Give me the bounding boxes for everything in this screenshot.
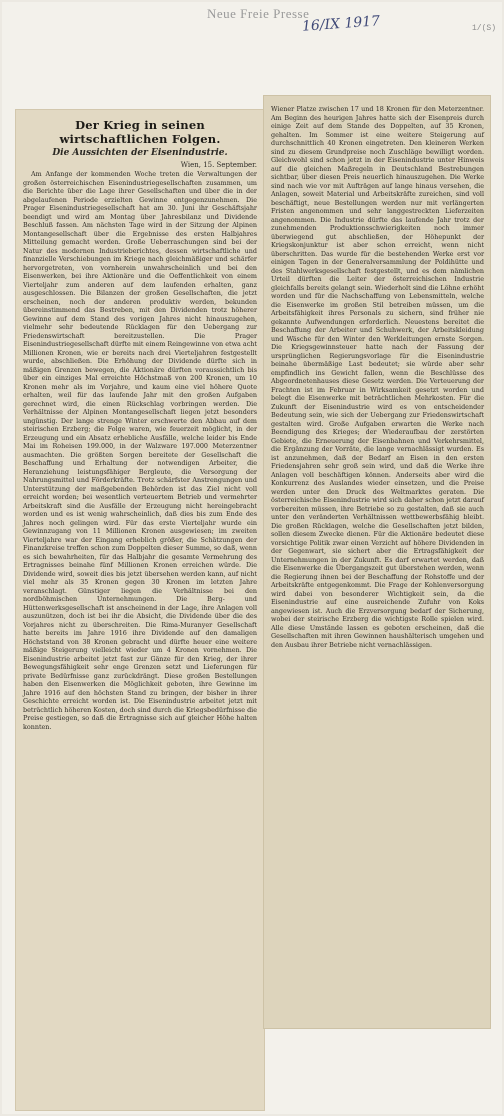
clipping-left-column <box>16 110 264 1110</box>
article-body-left: Am Anfange der kommenden Woche treten die Verwaltungen der großen österreichischen Eisenindustriegesellschaften zusammen, um die Berichte über die Lage ihrer Gesellschaften und über die in der abgelaufenen Periode erzielten Gewinne entgegenzunehmen. Die Prager Eisenindustriegesellschaft hat am 30. Juni ihr Geschäftsjahr beendigt und wird am Montag über Jahresbilanz und Dividende Beschluß fassen. Am nächsten Tage wird in der Sitzung der Alpinen Montangesellschaft über die Ergebnisse des ersten Halbjahres Mitteilung gemacht werden. Große Ueberraschungen sind bei der Natur des modernen Industrieberichtes, dessen wirtschaftliche und finanzielle Verschiebungen im Kriege nach gleichmäßiger und schärfer hervorgetreten, von vornherein unwahrscheinlich und bei den Eisenwerken, bei ihre Aktionäre und die Oeffentlichkeit von einem Vierteljahr zum anderen auf dem laufenden erhalten, ganz ausgeschlossen. Die Bilanzen der großen Gesellschaften, die jetzt erscheinen, noch der anderen produktiv werden, bekunden übereinstimmend das Bestreben, mit den Dividenden trotz höherer Gewinne auf dem Stand des vorigen Jahres nicht hinauszugehen, vielmehr sehr bedeutende Rücklagen für den Uebergang zur Friedenswirtschaft bereitzustellen. Die Prager Eisenindustriegesellschaft dürfte mit einem Reingewinne von etwa acht Millionen Kronen, wie er bereits nach drei Vierteljahren festgestellt wurde, abschließen. Die Erhöhung der Dividende dürfte sich in mäßigen Grenzen bewegen, die Aktionäre dürften voraussichtlich bis über ein einziges Mal erreichte Höchstmaß von 200 Kronen, um 10 Kronen mehr als im Vorjahre, und kaum eine viel höhere Quote erhalten, weil für das laufende Jahr mit den großen Aufgaben gerechnet wird, die einen Rückschlag vorbringen werden. Die Verhältnisse der Alpinen Montangesellschaft liegen jetzt besonders ungünstig. Der lange strenge Winter erschwerte den Abbau auf dem steirischen Erzberg; die Folge waren, wie feuerzeit möglicht, in der Erzeugung und ein Absatz erhebliche Ausfälle, welche leider bis Ende Mai im Roheisen 199.000, in der Walzware 197.000 Meterzentner ausmachten. Die größten Sorgen bereitete der Gesellschaft die Beschaffung und Erhaltung der notwendigen Arbeiter, die Heranziehung leistungsfähiger Bergleute, die Versorgung der Nahrungsmittel und Förderkräfte. Trotz schärfster Anstrengungen und Unterstützung der maßgebenden Behörden ist das Ziel nicht voll erreicht worden; bei wesentlich verteuertem Betrieb und vermehrter Arbeitskraft sind die Ausfälle der Erzeugung nicht hereingebracht worden und es ist wenig wahrscheinlich, daß dies bis zum Ende des Jahres noch gelingen wird. Für das erste Vierteljahr wurde ein Gewinnzugang von 11 Millionen Kronen ausgewiesen; im zweiten Vierteljahre war der Eingang erheblich größer, die Schätzungen der Finanzkreise treffen schon zum Doppelten dieser Summe, so daß, wenn es sich bewahrheiten, für das Halbjahr die gesamte Vermehrung des Ertragnisses beinahe fünf Millionen Kronen erreichen würde. Die Dividende wird, soweit dies bis jetzt übersehen werden kann, auf nicht viel mehr als 35 Kronen gegen 30 Kronen im letzten Jahre veranschlagt. Günstiger liegen die Verhältnisse bei den nordböhmischen Unternehmungen. Die Berg- und Hüttenwerksgesellschaft ist anscheinend in der Lage, ihre Anlagen voll auszunützen, doch ist bei ihr die Absicht, die Dividende über die des Vorjahres nicht zu überschreiten. Die Rima-Muranyer Gesellschaft hatte bereits im Jahre 1916 ihre Dividende auf den damaligen Höchststand von 38 Kronen gebracht und dürfte heuer eine weitere mäßige Steigerung vielleicht wieder um 4 Kronen vornehmen. Die Eisenindustrie arbeitet jetzt fast zur Gänze für den Krieg, der ihrer Bewegungsfähigkeit sehr enge Grenzen setzt und Lieferungen für private Bedürfnisse ganz zurückdrängt. Diese großen Bestellungen haben den Eisenwerken die Möglichkeit geboten, ihre Gewinne im Jahre 1916 auf den höchsten Stand zu bringen, der bisher in ihrer Geschichte erreicht worden ist. Die Eisenindustrie arbeitet jetzt mit beträchtlich höheren Kosten, doch sind durch die Kriegsbedürfnisse die Preise gestiegen, so daß die Ertragnisse sich auf gleicher Höhe halten konnten. <box>23 170 257 731</box>
clipping-right-column <box>264 96 490 1028</box>
archive-sheet <box>2 2 502 1114</box>
archive-mark: 1/(S) <box>471 24 496 33</box>
article-subtitle: Die Aussichten der Eisenindustrie. <box>52 148 228 158</box>
article-title: Der Krieg in seinen wirtschaftlichen Folgen. <box>59 118 221 146</box>
handwritten-date: 16/IX 1917 <box>301 13 381 35</box>
article-dateline: Wien, 15. September. <box>180 161 257 169</box>
article-body-right: Wiener Platze zwischen 17 und 18 Kronen für den Meterzentner. Am Beginn des heurigen Jahres hatte sich der Eisenpreis durch einige Zeit auf dem Stande des Doppelten, auf 35 Kronen, gehalten. Im Sommer ist eine weitere Steigerung auf durchschnittlich 40 Kronen eingetreten. Den kleineren Werken sind zu diesem Grundpreise noch Zuschläge bewilligt worden. Gleichwohl sind schon jetzt in der Eisenindustrie unter Hinweis auf die gleichen Maßregeln in Deutschland Bestrebungen sichtbar, über diesen Preis neuerlich hinauszugehen. Die Werke sind nach wie vor mit Aufträgen auf lange hinaus versehen, die Anlagen, soweit Material und Arbeitskräfte zureichen, sind voll beschäftigt, neue Bestellungen werden nur mit verlängerten Fristen angenommen und sehr langgestreckten Lieferzeiten angenommen. Die Industrie dürfte das laufende Jahr trotz der zunehmenden Produktionsschwierigkeiten noch immer überwiegend gut abschließen, der Höhepunkt der Kriegskonjunktur ist aber schon erreicht, wenn nicht überschritten. Das wurde für die bestehenden Werke erst vor einigen Tagen in der Generalversammlung der Poldihütte und des Stahlwerksgesellschaft festgestellt, und es dem nämlichen Urteil dürften die Leiter der österreichischen Industrie gleichfalls bereits gelangt sein. Wiederholt sind die Löhne erhöht worden und für die Nachschaffung von Lebensmitteln, welche die Eisenwerke im großen Stil betreiben müssen, um die Arbeitsfähigkeit ihres Personals zu sichern, sind früher nie gekannte Aufwendungen erforderlich. Neuestens bereitet die Beschaffung der Arbeiter und Schuhwerk, der Arbeitskleidung und Wäsche für den Winter den Werkleitungen ernste Sorgen. Die Kriegsgewinnsteuer hatte nach der Fassung der ursprünglichen Regierungsvorlage für die Eisenindustrie beinahe übermäßige Last bedeutet; sie würde aber sehr empfindlich ins Gewicht fallen, wenn die Beschlüsse des Abgeordnetenhauses diese Gesetz werden. Die Verteuerung der Frachten ist im Februar in Wirksamkeit gesetzt worden und belegt die Eisenwerke mit beträchtlichen Mehrkosten. Für die Zukunft der Eisenindustrie wird es von entscheidender Bedeutung sein, wie sich der Uebergang zur Friedenswirtschaft gestalten wird. Große Aufgaben erwarten die Werke nach Beendigung des Krieges; der Wiederaufbau der zerstörten Gebiete, die Erneuerung der Eisenbahnen und Verkehrsmittel, die Ergänzung der Vorräte, die lange vernachlässigt wurden. Es ist anzunehmen, daß der Bedarf an Eisen in den ersten Friedensjahren sehr groß sein wird, und daß die Werke ihre Anlagen voll beschäftigen können. Anderseits aber wird die Konkurrenz des Auslandes wieder einsetzen, und die Preise werden unter den Druck des Weltmarktes geraten. Die österreichische Eisenindustrie wird sich daher schon jetzt darauf vorbereiten müssen, ihre Betriebe so zu gestalten, daß sie auch unter den veränderten Verhältnissen wettbewerbsfähig bleibt. Die großen Rücklagen, welche die Gesellschaften jetzt bilden, sollen diesem Zwecke dienen. Für die Aktionäre bedeutet diese vorsichtige Politik zwar einen Verzicht auf höhere Dividenden in der Gegenwart, sie sichert aber die Ertragsfähigkeit der Unternehmungen in der Zukunft. Es darf erwartet werden, daß die Eisenwerke die Übergangszeit gut überstehen werden, wenn die Regierung ihnen bei der Beschaffung der Rohstoffe und der Arbeitskräfte entgegenkommt. Die Frage der Kohlenversorgung wird dabei von besonderer Wichtigkeit sein, da die Eisenindustrie auf eine ausreichende Zufuhr von Koks angewiesen ist. Auch die Erzversorgung bedarf der Sicherung, wobei der steirische Erzberg die wichtigste Rolle spielen wird. Alle diese Umstände lassen es geboten erscheinen, daß die Gesellschaften mit ihren Gewinnen haushälterisch umgehen und den Ausbau ihrer Betriebe nicht vernachlässigen. <box>271 105 484 649</box>
column-fade <box>16 1096 264 1110</box>
newspaper-masthead: Neue Freie Presse <box>207 6 310 21</box>
